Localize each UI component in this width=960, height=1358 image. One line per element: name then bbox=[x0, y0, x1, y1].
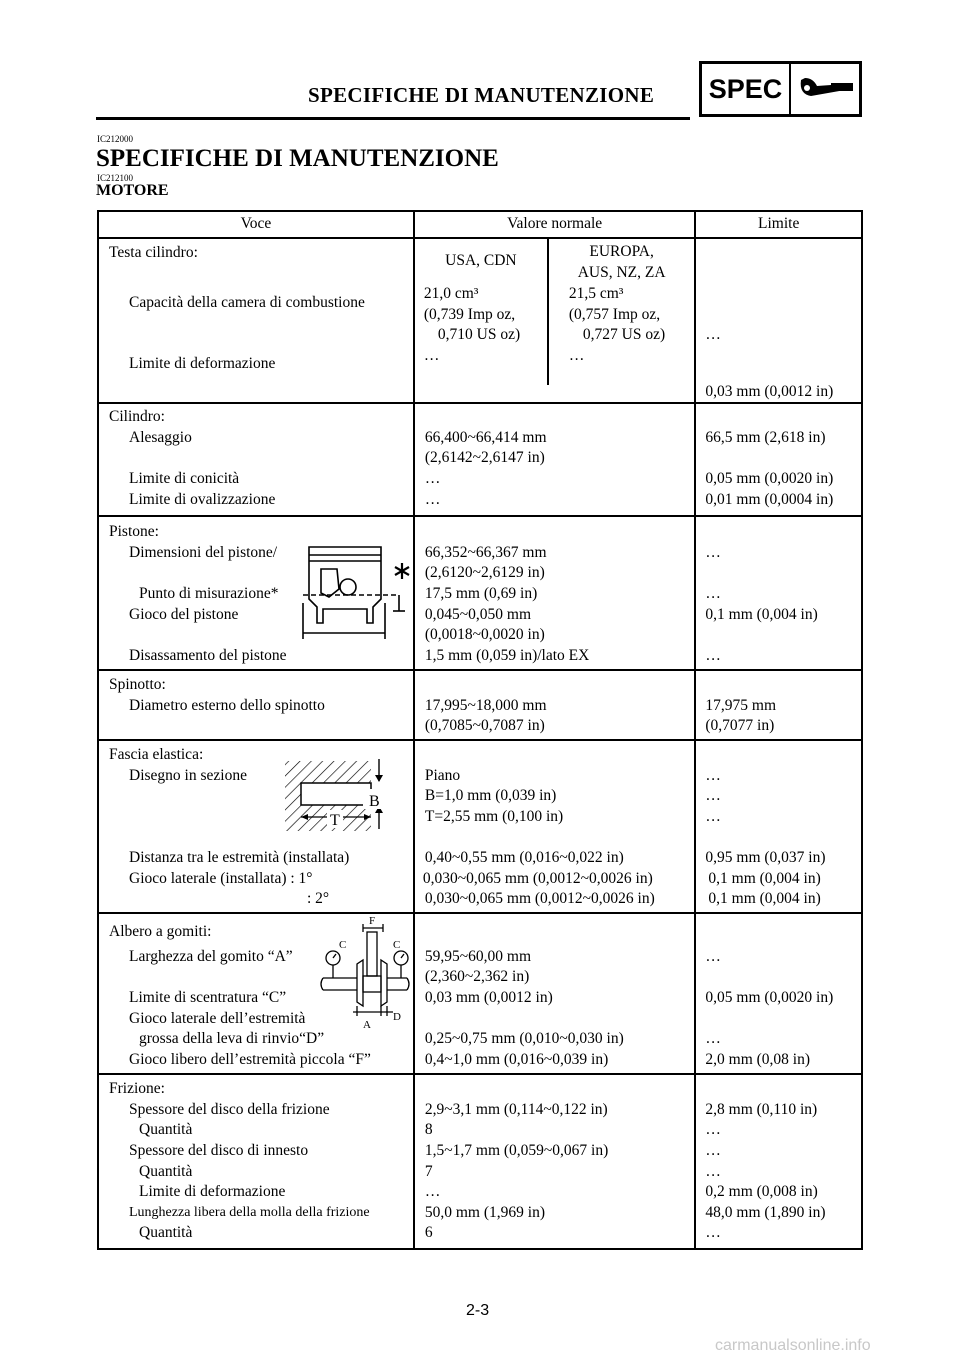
table-row-frizione bbox=[98, 1074, 862, 1249]
row-label bbox=[109, 448, 413, 469]
limit: … bbox=[705, 807, 721, 825]
limit: … bbox=[705, 543, 721, 561]
table-row-testa bbox=[98, 238, 862, 403]
value: 0,030~0,065 mm (0,0012~0,0026 in) bbox=[422, 869, 653, 887]
value: 21,0 cm³ bbox=[423, 285, 479, 302]
limit: … bbox=[705, 1162, 721, 1180]
value: 6 bbox=[424, 1224, 433, 1242]
row-label: Limite di scentratura “C” bbox=[129, 988, 287, 1006]
row-label: Disegno in sezione bbox=[129, 766, 247, 784]
limit: 0,2 mm (0,008 in) bbox=[705, 1183, 818, 1201]
row-label: Quantità bbox=[139, 1162, 193, 1180]
limit bbox=[705, 563, 861, 584]
limit: 0,05 mm (0,0020 in) bbox=[705, 469, 834, 487]
limit: … bbox=[705, 1030, 721, 1048]
limit: 66,5 mm (2,618 in) bbox=[705, 428, 826, 446]
piston-diagram bbox=[299, 539, 415, 654]
spec-badge-label: SPEC bbox=[702, 64, 791, 114]
group-title: Spinotto: bbox=[109, 676, 166, 694]
table-row-fascia bbox=[98, 740, 862, 913]
value: … bbox=[424, 469, 441, 487]
row-label: Limite di ovalizzazione bbox=[129, 490, 276, 508]
value: … bbox=[424, 1183, 441, 1201]
limit bbox=[705, 625, 861, 646]
row-label: Disassamento del pistone bbox=[129, 646, 287, 664]
value: 7 bbox=[424, 1162, 433, 1180]
value: 0,40~0,55 mm (0,016~0,022 in) bbox=[424, 849, 624, 867]
row-label: grossa della leva di rinvio“D” bbox=[139, 1030, 325, 1048]
value: 0,4~1,0 mm (0,016~0,039 in) bbox=[424, 1050, 609, 1068]
value: 66,352~66,367 mm bbox=[424, 543, 547, 561]
region-europa: EUROPA, bbox=[589, 243, 654, 260]
limit: 17,975 mm bbox=[705, 696, 777, 714]
value: (0,739 Imp oz, bbox=[423, 305, 516, 323]
value: … bbox=[423, 346, 440, 364]
limit: (0,7077 in) bbox=[705, 717, 775, 735]
value: (2,6120~2,6129 in) bbox=[424, 564, 545, 582]
wrench-icon bbox=[791, 64, 859, 114]
spec-badge bbox=[699, 61, 862, 117]
table-row-cilindro bbox=[98, 403, 862, 516]
diagram-label-c-left: C bbox=[339, 939, 347, 952]
limit: 2,8 mm (0,110 in) bbox=[705, 1100, 818, 1118]
value: 1,5 mm (0,059 in)/lato EX bbox=[424, 646, 590, 664]
table-header-row bbox=[98, 211, 862, 238]
value: 0,710 US oz) bbox=[437, 326, 521, 344]
row-label: Spessore del disco di innesto bbox=[129, 1141, 309, 1159]
limit: … bbox=[705, 584, 721, 602]
row-label: Distanza tra le estremità (installata) bbox=[129, 849, 350, 867]
limit: … bbox=[705, 1141, 721, 1159]
page-header-title: SPECIFICHE DI MANUTENZIONE bbox=[308, 83, 655, 107]
row-label: Limite di deformazione bbox=[139, 1183, 286, 1201]
value: 2,9~3,1 mm (0,114~0,122 in) bbox=[424, 1100, 608, 1118]
value: 0,03 mm (0,0012 in) bbox=[424, 988, 553, 1006]
page-number: 2-3 bbox=[466, 1302, 490, 1319]
value: (0,7085~0,7087 in) bbox=[424, 717, 545, 735]
row-label: Dimensioni del pistone/ bbox=[129, 543, 278, 561]
group-title: Albero a gomiti: bbox=[109, 923, 212, 941]
value: (2,6142~2,6147 in) bbox=[424, 449, 545, 467]
col-header-limite: Limite bbox=[695, 211, 862, 238]
value: 66,400~66,414 mm bbox=[424, 428, 547, 446]
row-label: Limite di conicità bbox=[129, 469, 240, 487]
col-header-voce: Voce bbox=[98, 211, 414, 238]
limit: … bbox=[705, 766, 721, 784]
region-aus: AUS, NZ, ZA bbox=[577, 263, 666, 281]
ring-section-diagram bbox=[283, 755, 409, 837]
value: 50,0 mm (1,969 in) bbox=[424, 1203, 545, 1221]
value: 17,5 mm (0,69 in) bbox=[424, 584, 538, 602]
row-label: : 2° bbox=[307, 890, 330, 908]
value: T=2,55 mm (0,100 in) bbox=[424, 807, 564, 825]
group-title: Fascia elastica: bbox=[109, 746, 204, 764]
value: … bbox=[424, 490, 441, 508]
limit: 0,05 mm (0,0020 in) bbox=[705, 988, 834, 1006]
limit: … bbox=[705, 326, 721, 343]
value: (2,360~2,362 in) bbox=[424, 968, 530, 986]
row-label: Diametro esterno dello spinotto bbox=[129, 696, 325, 714]
diagram-label-b: B bbox=[369, 793, 380, 811]
row-label: Gioco del pistone bbox=[129, 605, 239, 623]
value: 59,95~60,00 mm bbox=[424, 947, 531, 965]
crankshaft-diagram bbox=[317, 916, 415, 1034]
row-label: Capacità della camera di combustione bbox=[129, 293, 365, 311]
value: 0,030~0,065 mm (0,0012~0,0026 in) bbox=[424, 890, 655, 908]
limit: … bbox=[705, 1121, 721, 1139]
limit: 2,0 mm (0,08 in) bbox=[705, 1050, 811, 1068]
value: 21,5 cm³ bbox=[568, 285, 624, 302]
group-title: Frizione: bbox=[109, 1080, 165, 1098]
row-label: Gioco laterale dell’estremità bbox=[129, 1009, 306, 1027]
diagram-label-f: F bbox=[369, 916, 376, 928]
spec-table bbox=[97, 210, 863, 1250]
group-title: Testa cilindro: bbox=[109, 244, 198, 261]
limit: … bbox=[705, 646, 721, 664]
subsection-title: MOTORE bbox=[96, 182, 169, 199]
diagram-label-c-right: C bbox=[393, 939, 401, 952]
limit: 0,1 mm (0,004 in) bbox=[708, 869, 821, 887]
value: B=1,0 mm (0,039 in) bbox=[424, 787, 557, 805]
diagram-label-a: A bbox=[363, 1019, 371, 1032]
table-row-pistone bbox=[98, 516, 862, 670]
row-label: Quantità bbox=[139, 1121, 193, 1139]
value: … bbox=[568, 346, 585, 364]
group-title: Pistone: bbox=[109, 523, 159, 541]
group-title: Cilindro: bbox=[109, 408, 165, 426]
table-row-albero bbox=[98, 913, 862, 1074]
value: 1,5~1,7 mm (0,059~0,067 in) bbox=[424, 1141, 609, 1159]
limit: 0,1 mm (0,004 in) bbox=[705, 605, 818, 623]
limit: … bbox=[705, 947, 721, 965]
limit: 0,95 mm (0,037 in) bbox=[705, 849, 826, 867]
row-label: Punto di misurazione* bbox=[139, 584, 279, 602]
limit bbox=[705, 448, 861, 469]
value: 0,727 US oz) bbox=[582, 326, 666, 344]
row-label: Limite di deformazione bbox=[129, 355, 276, 373]
value: 0,25~0,75 mm (0,010~0,030 in) bbox=[424, 1030, 624, 1048]
col-header-valore: Valore normale bbox=[414, 211, 696, 238]
row-label: Larghezza del gomito “A” bbox=[129, 947, 293, 965]
limit: 0,1 mm (0,004 in) bbox=[708, 890, 821, 908]
limit: 48,0 mm (1,890 in) bbox=[705, 1203, 826, 1221]
region-usa: USA, CDN bbox=[445, 252, 517, 270]
section-title: SPECIFICHE DI MANUTENZIONE bbox=[96, 145, 499, 172]
subsection-code: IC212100 bbox=[97, 173, 133, 183]
value: 0,045~0,050 mm bbox=[424, 605, 531, 623]
diagram-label-t: T bbox=[330, 812, 340, 830]
section-code: IC212000 bbox=[97, 134, 133, 144]
value: 17,995~18,000 mm bbox=[424, 696, 547, 714]
diagram-label-d: D bbox=[393, 1011, 401, 1024]
limit: … bbox=[705, 787, 721, 805]
row-label: Lunghezza libera della molla della frizione bbox=[129, 1204, 370, 1220]
row-label: Alesaggio bbox=[129, 428, 192, 446]
limit: 0,01 mm (0,0004 in) bbox=[705, 490, 834, 508]
row-label: Gioco libero dell’estremità piccola “F” bbox=[129, 1050, 371, 1068]
row-label: Gioco laterale (installata) : 1° bbox=[129, 869, 313, 887]
watermark: carmanualsonline.info bbox=[715, 1337, 871, 1354]
value: (0,0018~0,0020 in) bbox=[424, 626, 545, 644]
row-label: Spessore del disco della frizione bbox=[129, 1100, 330, 1118]
table-row-spinotto bbox=[98, 670, 862, 740]
limit: 0,03 mm (0,0012 in) bbox=[705, 382, 834, 400]
row-label: Quantità bbox=[139, 1224, 193, 1242]
value: (0,757 Imp oz, bbox=[568, 305, 661, 323]
header-rule bbox=[96, 117, 690, 120]
value: 8 bbox=[424, 1121, 433, 1139]
value: Piano bbox=[424, 766, 461, 784]
limit: … bbox=[705, 1224, 721, 1242]
